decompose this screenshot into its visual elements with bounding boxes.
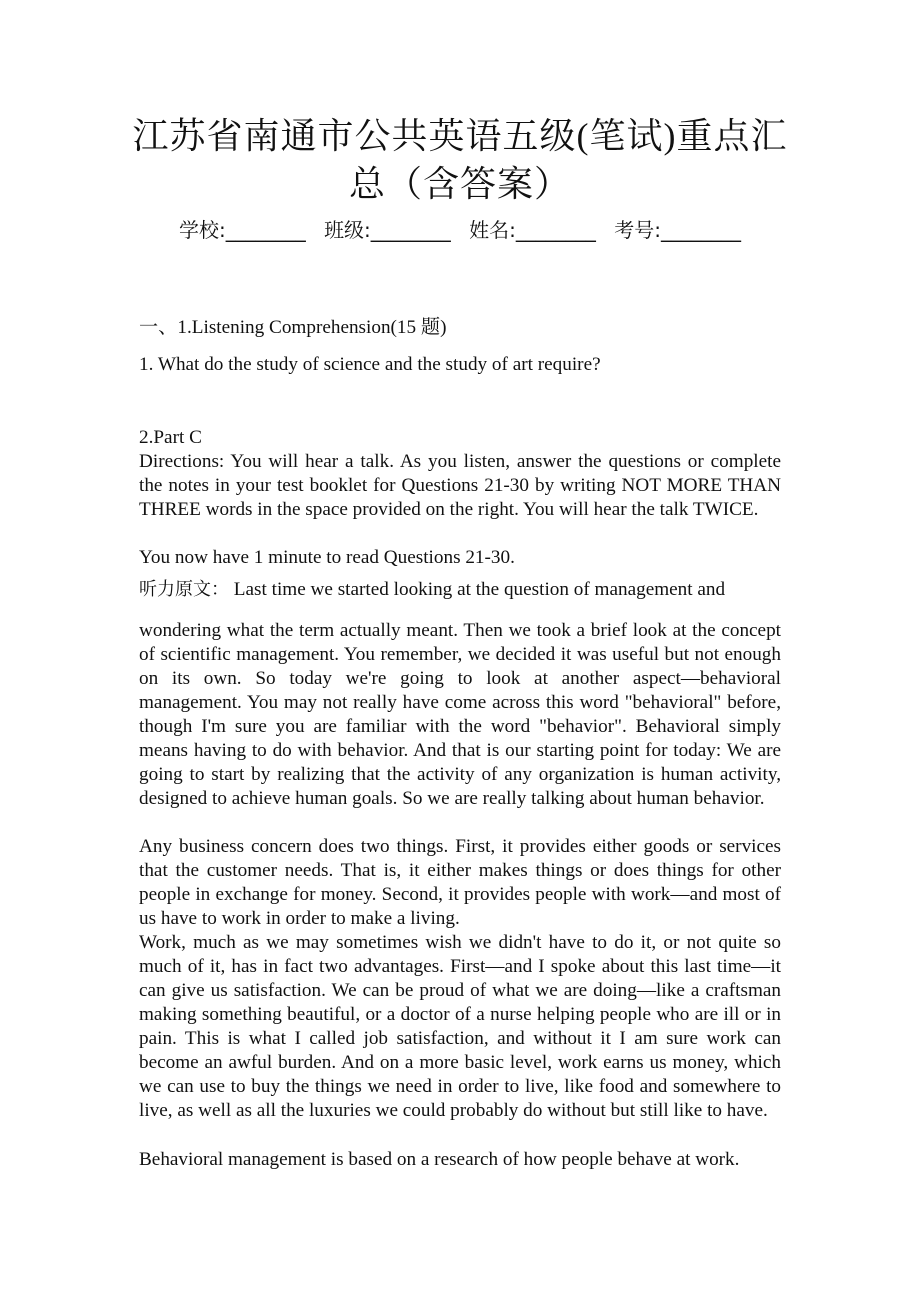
document-title-line-2: 总（含答案） (348, 164, 571, 204)
school-field: 学校:________ (178, 218, 306, 242)
reading-time-note: You now have 1 minute to read Questions 21-30. (139, 547, 515, 568)
part-c-heading: 2.Part C (139, 427, 202, 448)
transcript-label: 听力原文： (139, 579, 229, 600)
class-field: 班级:________ (324, 218, 451, 242)
transcript-paragraph-3: Work, much as we may sometimes wish we didn't have to do it, or not quite so much of it, has in fact two advantages. First—and I spoke about this last time—it can give us satisfaction. We can be proud of what we are doing—like a craftsman making something beautiful, or a doctor of a nurse helping people who are ill or in pain. This is what I called job satisfaction, and without it I am sure work can become an awful burden. And on a more basic level, work earns us money, which we can use to buy the things we need in order to live, like food and somewhere to live, as well as all the luxuries we could probably do without but still like to have. (139, 932, 781, 1121)
student-info-row (0, 216, 920, 244)
section-1-heading: 一、1.Listening Comprehension(15 题) (139, 317, 447, 338)
exam-number-field: 考号:________ (614, 218, 742, 242)
transcript-intro (139, 578, 781, 602)
question-1: 1. What do the study of science and the study of art require? (139, 354, 601, 375)
transcript-paragraph-2: Any business concern does two things. First, it provides either goods or services that the customer needs. That is, it either makes things or does things for other people in exchange for money. Second, it provides people with work—and most of us have to work in order to make a living. (139, 836, 781, 929)
directions-paragraph: Directions: You will hear a talk. As you listen, answer the questions or complete the notes in your test booklet for Questions 21-30 by writing NOT MORE THAN THREE words in the space provided on the right. You will hear the talk TWICE. (139, 451, 781, 520)
transcript-paragraph-1: wondering what the term actually meant. Then we took a brief look at the concept of scientific management. You remember, we decided it was useful but not enough on its own. So today we're going to look at another aspect—behavioral management. You may not really have come across this word "behavioral" before, though I'm sure you are familiar with the word "behavior". Behavioral simply means having to do with behavior. And that is our starting point for today: We are going to start by realizing that the activity of any organization is human activity, designed to achieve human goals. So we are really talking about human behavior. (139, 620, 781, 809)
name-field: 姓名:________ (469, 218, 596, 242)
document-title-line-1: 江苏省南通市公共英语五级(笔试)重点汇 (132, 116, 788, 156)
transcript-paragraph-4: Behavioral management is based on a research of how people behave at work. (139, 1149, 740, 1170)
transcript-first-line: Last time we started looking at the question of management and (229, 579, 726, 600)
